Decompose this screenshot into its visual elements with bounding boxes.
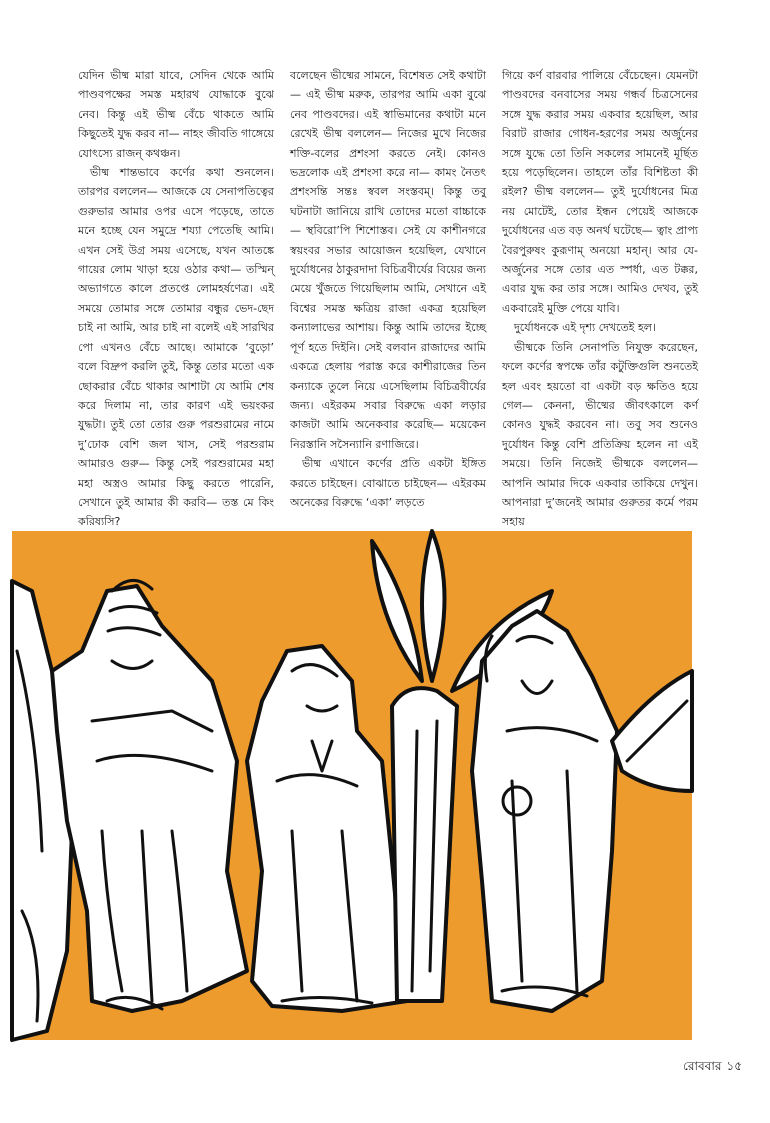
paragraph: ভীষ্মকে তিনি সেনাপতি নিযুক্ত করেছেন, ফলে কর্ণের স্বপক্ষে তাঁর কটুক্তিগুলি শুনতেই হল এবং হয়তো বা একটা বড় ক্ষতিও হয়ে গেল— কেননা, ভীষ্মের জীবৎকালে কর্ণ কোনও যুদ্ধই করবেন না। তবু সব শুনেও দুর্যোধন কিন্তু বেশি প্রতিক্রিয় হলেন না এই সময়ে। তিনি নিজেই ভীষ্মকে বললেন— আপনি আমার দিকে একবার তাকিয়ে দেখুন। আপনারা দু’জনেই আমার গুরুতর কর্মে পরম সহায় (502, 340, 698, 529)
leaf-1 (422, 531, 445, 681)
illustration-drawing (12, 531, 692, 1040)
page-footer (678, 1058, 742, 1078)
magazine-name: রোববার (683, 1059, 722, 1073)
text-column-1 (78, 66, 274, 529)
tree-trunk (392, 688, 457, 1001)
text-column-3 (502, 66, 698, 529)
left-figure-cutout (12, 581, 72, 1040)
paragraph: বলেছেন ভীষ্মের সামনে, বিশেষত সেই কথাটা— এই ভীষ্ম মরুক, তারপর আমি একা বুঝে নেব পাণ্ডবদের। এই স্বাভিমানের কথাটা মনে রেখেই ভীষ্ম বললেন— নিজের মুখে নিজের শক্তি-বলের প্রশংসা করতে নেই। কোনও ভদ্রলোক এই প্রশংসা করে না— কামং নৈতৎ প্রশংসন্তি সন্তঃ স্ববল সংস্তবম্। কিন্তু তবু ঘটনাটা জানিয়ে রাখি তোদের মতো বাচ্চাকে— স্থবিরো’পি শিশোস্তব। সেই যে কাশীনগরে স্বয়ংবর সভার আয়োজন হয়েছিল, যেখানে দুর্যোধনের ঠাকুরদাদা বিচিত্রবীর্যের বিয়ের জন্য মেয়ে খুঁজতে গিয়েছিলাম আমি, সেখানে এই বিশ্বের সমস্ত ক্ষত্রিয় রাজা একত্র হয়েছিল কন্যালাভের আশায়। কিন্তু আমি তাদের ইচ্ছে পূর্ণ হতে দিইনি। সেই বলবান রাজাদের আমি একত্রে হেলায় পরাস্ত করে কাশীরাজের তিন কন্যাকে তুলে নিয়ে এসেছিলাম বিচিত্রবীর্যের জন্য। এইরকম সবার বিরুদ্ধে একা লড়ার কাজটা আমি অনেকবার করেছি— ময়েকেন নিরস্তানি সসৈন্যানি রণাজিরে। (290, 69, 486, 451)
sage-figure-cutout (472, 611, 617, 1011)
paragraph: যেদিন ভীষ্ম মারা যাবে, সেদিন থেকে আমি পাণ্ডবপক্ষের সমস্ত মহারথ যোদ্ধাকে বুঝে নেব। কিন্তু এই ভীষ্ম বেঁচে থাকতে আমি কিছুতেই যুদ্ধ করব না— নাহং জীবতি গাঙ্গেয়ে যোৎস্যে রাজন্ কথঞ্চন। (78, 69, 274, 160)
text-column-2 (290, 66, 486, 518)
center-figure-cutout (247, 646, 407, 1011)
paragraph: গিয়ে কর্ণ বারবার পালিয়ে বেঁচেছেন। যেমনটা পাণ্ডবদের বনবাসের সময় গন্ধর্ব চিত্রসেনের সঙ্গে যুদ্ধ করার সময় একবার হয়েছিল, আর বিরাট রাজার গোধন-হরণের সময় অর্জুনের সঙ্গে যুদ্ধে তো তিনি সকলের সামনেই মূর্ছিত হয়ে পড়েছিলেন। তাহলে তাঁর বিশিষ্টতা কী রইল? ভীষ্ম বললেন— তুই দুর্যোধনের মিত্র নয় মোটেই, তোর ইন্ধন পেয়েই আজকে দুর্যোধনের এত বড় অনর্থ ঘটেছে— ত্বাং প্রাপ্য বৈরপুরুষং কুরূণাম্ অনয়ো মহান্। আর যে-অর্জুনের সঙ্গে তোর এত স্পর্ধা, এত টক্কর, এবার যুদ্ধ কর তার সঙ্গে। আমিও দেখব, তুই একবারেই মুক্তি পেয়ে যাবি। (502, 69, 698, 315)
paragraph: দুর্যোধনকে এই দৃশ্য দেখতেই হল। (514, 321, 656, 335)
page-number: ১৫ (726, 1059, 742, 1073)
right-plant (612, 671, 692, 791)
leaf-2 (372, 541, 422, 681)
paragraph: ভীষ্ম এখানে কর্ণের প্রতি একটা ইঙ্গিত করতে চাইছেন। বোঝাতে চাইছেন— এইরকম অনেকের বিরুদ্ধে ‘একা’ লড়তে (290, 457, 486, 509)
article-columns (78, 66, 698, 529)
paragraph: ভীষ্ম শান্তভাবে কর্ণের কথা শুনলেন। তারপর বললেন— আজকে যে সেনাপতিত্বের গুরুভার আমার ওপর এসে পড়েছে, তাতে মনে হচ্ছে যেন সমুদ্রে শয্যা পেতেছি আমি। এখন সেই উগ্র সময় এসেছে, যখন আতঙ্কে গায়ের লোম খাড়া হয়ে ওঠার কথা— তস্মিন্ অভ্যাগতে কালে প্রতপ্তে লোমহর্ষণেত্র। এই সময়ে তোমার সঙ্গে তোমার বন্ধুর ভেদ-ছেদ চাই না আমি, আর চাই না বলেই এই সারথির পো এখনও বেঁচে আছে। আমাকে ‘বুড়ো’ বলে বিদ্রুপ করলি তুই, কিন্তু তোর মতো এক ছোকরার বেঁচে থাকার আশাটা যে আমি শেষ করে দিলাম না, তার কারণ এই ভয়ংকর যুদ্ধটা। তুই তো তোর গুরু পরশুরামের নামে দু’ঢোক বেশি জল খাস, সেই পরশুরাম আমারও গুরু— কিন্তু সেই পরশুরামের মহা মহা অস্ত্রও আমার কিছু করতে পারেনি, সেখানে তুই আমার কী করবি— তস্ত মে কিং করিষ্যসি? (78, 166, 274, 529)
mahabharata-illustration (12, 531, 692, 1040)
